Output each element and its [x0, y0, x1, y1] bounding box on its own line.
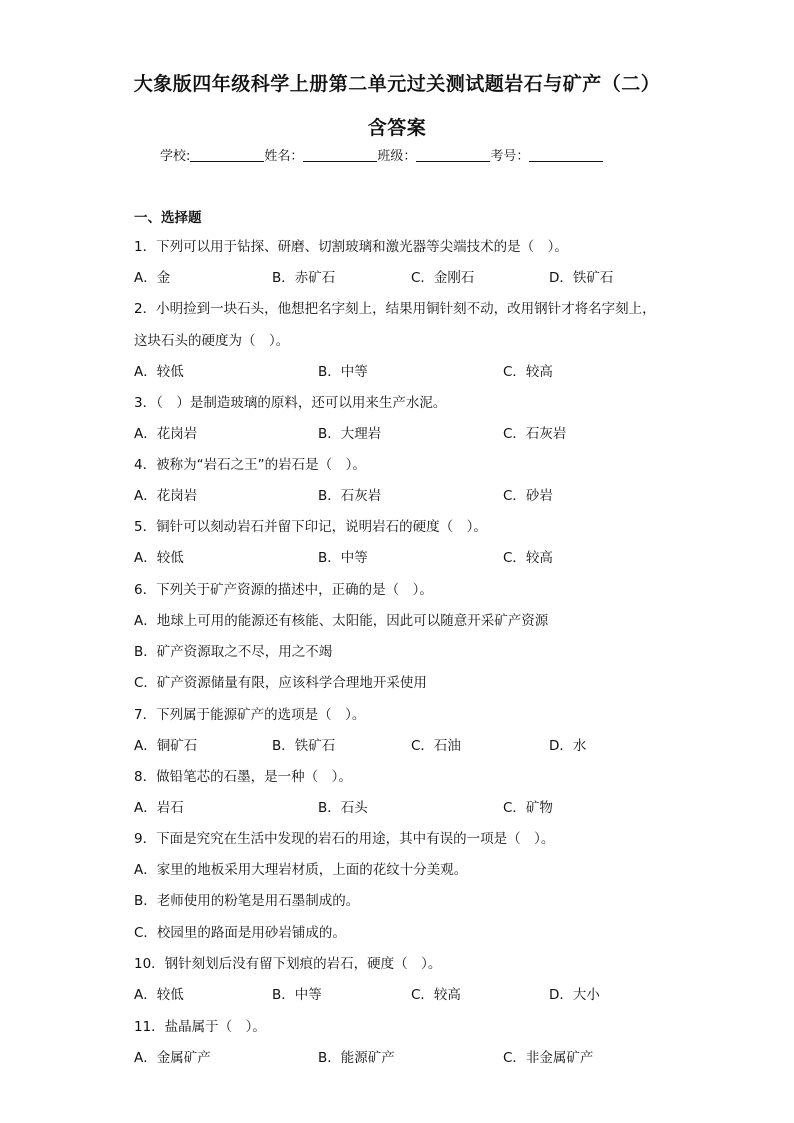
q1-option-c: C．金刚石 — [411, 270, 475, 286]
q9-option-b: B．老师使用的粉笔是用石墨制成的。 — [134, 893, 360, 909]
q8-option-c: C．矿物 — [503, 800, 553, 816]
q11-option-b: B．能源矿产 — [318, 1050, 395, 1066]
q3-option-b: B．大理岩 — [318, 426, 382, 442]
q5-option-a: A．较低 — [134, 550, 184, 566]
student-info-row — [160, 145, 603, 164]
section-heading: 一、选择题 — [134, 210, 202, 226]
exam-title: 大象版四年级科学上册第二单元过关测试题岩石与矿产（二） — [133, 73, 661, 95]
q1-option-d: D．铁矿石 — [549, 270, 614, 286]
q6-option-c: C．矿产资源储量有限，应该科学合理地开采使用 — [134, 675, 427, 691]
name-label: 姓名： — [264, 149, 304, 164]
question-8: 8．做铅笔芯的石墨，是一种（ ）。 — [134, 769, 352, 785]
q10-option-a: A．较低 — [134, 987, 184, 1003]
exam-number-blank — [529, 148, 603, 162]
school-blank — [190, 148, 264, 162]
exam-number-field — [490, 145, 603, 164]
school-field — [160, 145, 264, 164]
question-2: 2．小明捡到一块石头，他想把名字刻上，结果用铜针刻不动，改用钢针才将名字刻上， — [134, 301, 656, 317]
q5-option-c: C．较高 — [503, 550, 553, 566]
exam-number-label: 考号： — [490, 149, 530, 164]
name-field — [264, 145, 377, 164]
q2-option-c: C．较高 — [503, 364, 553, 380]
q10-option-c: C．较高 — [411, 987, 461, 1003]
class-blank — [416, 148, 490, 162]
q4-option-c: C．砂岩 — [503, 488, 553, 504]
question-10: 10．钢针刻划后没有留下划痕的岩石，硬度（ ）。 — [134, 956, 442, 972]
q9-option-c: C．校园里的路面是用砂岩铺成的。 — [134, 925, 346, 941]
q6-option-a: A．地球上可用的能源还有核能、太阳能，因此可以随意开采矿产资源 — [134, 613, 549, 629]
question-2-cont: 这块石头的硬度为（ ）。 — [134, 333, 290, 349]
q4-option-a: A．花岗岩 — [134, 488, 198, 504]
question-6: 6．下列关于矿产资源的描述中，正确的是（ ）。 — [134, 582, 433, 598]
q4-option-b: B．石灰岩 — [318, 488, 382, 504]
q1-option-a: A．金 — [134, 270, 171, 286]
class-field — [377, 145, 490, 164]
q10-option-b: B．中等 — [272, 987, 322, 1003]
q8-option-b: B．石头 — [318, 800, 368, 816]
question-11: 11．盐晶属于（ ）。 — [134, 1019, 266, 1035]
q8-option-a: A．岩石 — [134, 800, 184, 816]
q7-option-c: C．石油 — [411, 738, 461, 754]
q2-option-b: B．中等 — [318, 364, 368, 380]
class-label: 班级： — [377, 149, 417, 164]
question-9: 9．下面是究究在生活中发现的岩石的用途，其中有误的一项是（ ）。 — [134, 831, 555, 847]
question-5: 5．铜针可以刻动岩石并留下印记，说明岩石的硬度（ ）。 — [134, 519, 487, 535]
q9-option-a: A．家里的地板采用大理岩材质，上面的花纹十分美观。 — [134, 862, 468, 878]
q6-option-b: B．矿产资源取之不尽，用之不竭 — [134, 644, 333, 660]
q1-option-b: B．赤矿石 — [272, 270, 336, 286]
question-1: 1．下列可以用于钻探、研磨、切割玻璃和激光器等尖端技术的是（ ）。 — [134, 239, 568, 255]
name-blank — [303, 148, 377, 162]
question-7: 7．下列属于能源矿产的选项是（ ）。 — [134, 707, 366, 723]
q7-option-b: B．铁矿石 — [272, 738, 336, 754]
q5-option-b: B．中等 — [318, 550, 368, 566]
q3-option-a: A．花岗岩 — [134, 426, 198, 442]
q10-option-d: D．大小 — [549, 987, 600, 1003]
question-4: 4．被称为“岩石之王”的岩石是（ ）。 — [134, 457, 366, 473]
q11-option-c: C．非金属矿产 — [503, 1050, 594, 1066]
exam-subtitle: 含答案 — [367, 117, 427, 139]
q7-option-a: A．铜矿石 — [134, 738, 198, 754]
q11-option-a: A．金属矿产 — [134, 1050, 211, 1066]
q7-option-d: D．水 — [549, 738, 587, 754]
school-label: 学校: — [160, 149, 191, 164]
q3-option-c: C．石灰岩 — [503, 426, 567, 442]
q2-option-a: A．较低 — [134, 364, 184, 380]
question-3: 3．（ ）是制造玻璃的原料，还可以用来生产水泥。 — [134, 395, 447, 411]
